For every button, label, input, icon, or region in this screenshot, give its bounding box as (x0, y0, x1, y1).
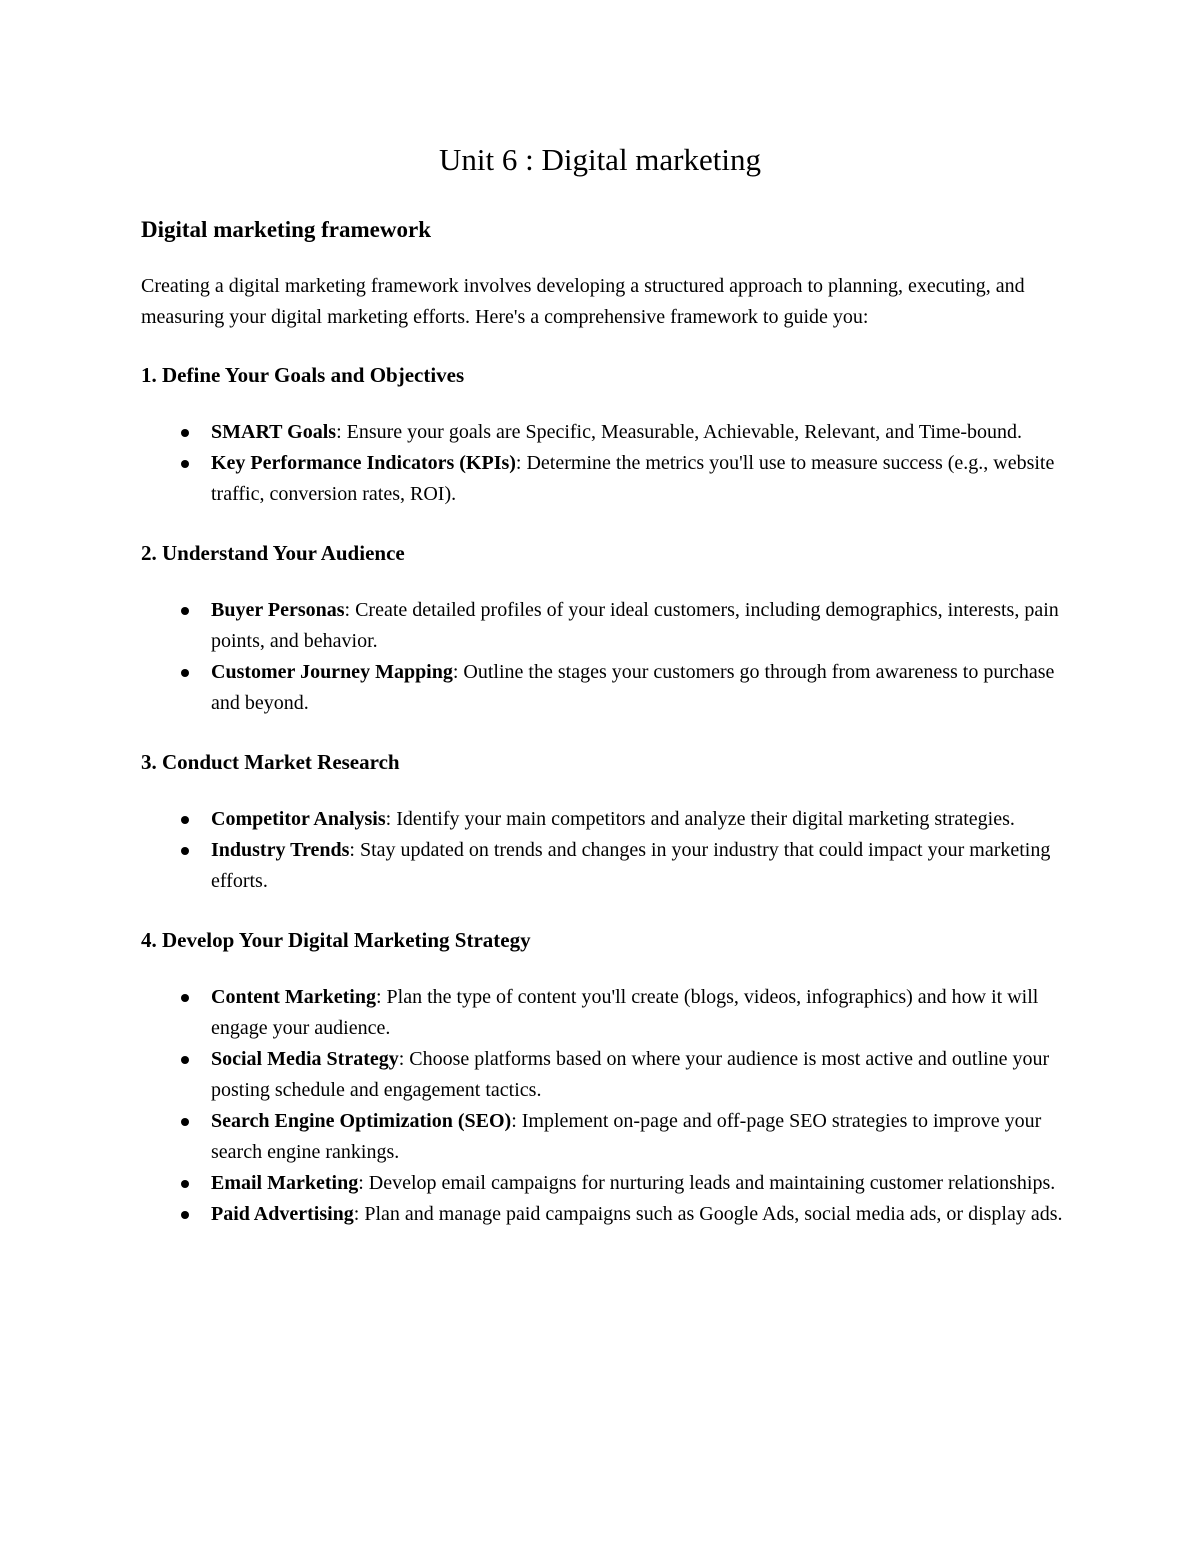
section-4-list (141, 982, 1071, 1230)
item-text: : Plan the type of content you'll create (blogs, videos, infographics) and how it will engage your audience. (211, 986, 1039, 1039)
bullet-icon (181, 669, 189, 677)
list-item (141, 595, 1071, 657)
bullet-icon (181, 1056, 189, 1064)
bullet-icon (181, 847, 189, 855)
section-2-list (141, 595, 1071, 719)
item-text: : Outline the stages your customers go through from awareness to purchase and beyond. (211, 661, 1055, 714)
item-text: : Develop email campaigns for nurturing leads and maintaining customer relationships. (358, 1172, 1056, 1194)
list-item (141, 1106, 1071, 1168)
item-term: Email Marketing (211, 1172, 359, 1194)
bullet-icon (181, 460, 189, 468)
section-1-heading: 1. Define Your Goals and Objectives (141, 363, 465, 387)
item-term: Industry Trends (211, 839, 350, 861)
list-item (141, 1199, 1071, 1230)
list-item (141, 804, 1071, 835)
item-text: : Stay updated on trends and changes in your industry that could impact your marketing efforts. (211, 839, 1051, 892)
bullet-icon (181, 429, 189, 437)
section-3-heading: 3. Conduct Market Research (141, 750, 400, 774)
item-term: Customer Journey Mapping (211, 661, 453, 683)
list-item (141, 448, 1071, 510)
section-4-heading: 4. Develop Your Digital Marketing Strategy (141, 928, 531, 952)
item-text: : Ensure your goals are Specific, Measurable, Achievable, Relevant, and Time-bound. (336, 421, 1022, 443)
page-title: Unit 6 : Digital marketing (438, 142, 761, 177)
bullet-icon (181, 994, 189, 1002)
item-text: : Determine the metrics you'll use to measure success (e.g., website traffic, conversion rates, ROI). (211, 452, 1055, 505)
list-item (141, 835, 1071, 897)
item-term: Paid Advertising (211, 1203, 354, 1225)
item-text: : Choose platforms based on where your audience is most active and outline your posting schedule and engagement tactics. (211, 1048, 1050, 1101)
item-text: : Implement on-page and off-page SEO strategies to improve your search engine rankings. (211, 1110, 1042, 1163)
list-item (141, 657, 1071, 719)
section-3-list (141, 804, 1071, 897)
list-item (141, 1168, 1071, 1199)
section-2-heading: 2. Understand Your Audience (141, 541, 405, 565)
item-term: Search Engine Optimization (SEO) (211, 1110, 512, 1132)
list-item (141, 1044, 1071, 1106)
intro-paragraph: Creating a digital marketing framework involves developing a structured approach to planning, executing, and measuring your digital marketing efforts. Here's a comprehensive framework to guide you: (141, 275, 1025, 328)
item-text: : Plan and manage paid campaigns such as Google Ads, social media ads, or display ads. (353, 1203, 1063, 1225)
section-1-list (141, 417, 1071, 510)
document-body (141, 214, 1071, 1258)
bullet-icon (181, 607, 189, 615)
list-item (141, 417, 1071, 448)
bullet-icon (181, 816, 189, 824)
item-term: Key Performance Indicators (KPIs) (211, 452, 516, 474)
item-term: Competitor Analysis (211, 808, 386, 830)
item-term: Content Marketing (211, 986, 376, 1008)
list-item (141, 982, 1071, 1044)
bullet-icon (181, 1211, 189, 1219)
item-term: Social Media Strategy (211, 1048, 399, 1070)
bullet-icon (181, 1180, 189, 1188)
item-term: SMART Goals (211, 421, 337, 443)
item-text: : Identify your main competitors and analyze their digital marketing strategies. (385, 808, 1015, 830)
bullet-icon (181, 1118, 189, 1126)
section-heading: Digital marketing framework (141, 217, 431, 242)
item-text: : Create detailed profiles of your ideal customers, including demographics, interests, pain points, and behavior. (211, 599, 1059, 652)
item-term: Buyer Personas (211, 599, 345, 621)
